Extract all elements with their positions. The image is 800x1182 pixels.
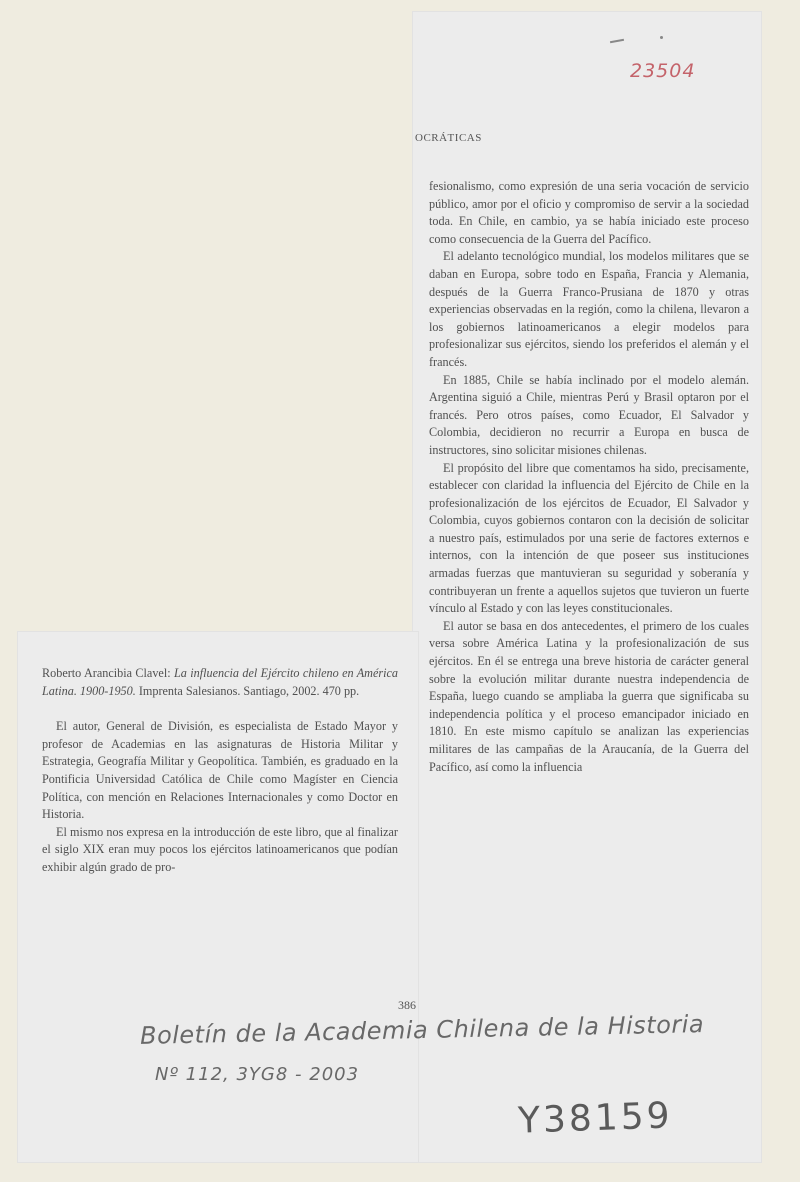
paragraph: En 1885, Chile se había inclinado por el modelo alemán. Argentina siguió a Chile, mientras Perú y Brasil optaron por el francés. Pero otros países, como Ecuador, El Salvador y Colombia, decidieron no recurrir a Europa en busca de instructores, sino solicitar misiones chilenas.	[429, 372, 749, 457]
pen-dot	[660, 36, 663, 39]
handwritten-id: 23504	[630, 60, 696, 82]
handwritten-catalog-code: Y38159	[517, 1095, 674, 1142]
running-header: OCRÁTICAS	[415, 132, 482, 144]
paragraph: El adelanto tecnológico mundial, los modelos militares que se daban en Europa, sobre todo en España, Francia y Alemania, después de la Guerra Franco-Prusiana de 1870 y otras experiencias observadas en la región, como la chilena, llevaron a los gobiernos latinoamericanos a elegir modelos para profesionalizar sus ejércitos, siendo los preferidos el alemán y el francés.	[429, 249, 749, 369]
paragraph: El mismo nos expresa en la introducción de este libro, que al finalizar el siglo XIX eran muy pocos los ejércitos latinoamericanos que podían exhibir algún grado de pro-	[42, 824, 398, 874]
book-publisher: Imprenta Salesianos. Santiago, 2002. 470 pp.	[138, 683, 360, 698]
paragraph: fesionalismo, como expresión de una seria vocación de servicio público, amor por el oficio y compromiso de servir a la sociedad toda. En Chile, en cambio, ya se había iniciado este proceso como consecuencia de la Guerra del Pacífico.	[429, 179, 749, 246]
paragraph: El autor, General de División, es especialista de Estado Mayor y profesor de Academias en las asignaturas de Historia Militar y Estrategia, Geografía Militar y Geopolítica. También, es graduado en la Pontificia Universidad Católica de Chile como Magíster en Ciencia Política, con mención en Relaciones Internacionales y como Doctor en Historia.	[42, 719, 398, 822]
paragraph: El autor se basa en dos antecedentes, el primero de los cuales versa sobre América Latina y la profesionalización de sus ejércitos. En él se entrega una breve historia de carácter general sobre la evolución militar durante nuestra independencia de España, luego cuando se ampliaba la guerra que significaba su independencia política y el proceso emancipador iniciado en 1810. En este mismo capítulo se analizan las experiencias militares de las campañas de la Araucanía, de la Guerra del Pacífico, así como la influencia	[429, 618, 749, 774]
page-number: 386	[398, 998, 416, 1012]
paragraph: El propósito del libre que comentamos ha sido, precisamente, establecer con claridad la influencia del Ejército de Chile en la profesionalización de los ejércitos de Ecuador, El Salvador y Colombia, cuyos gobiernos contaron con la decisión de solicitar a nuestro país, estimulados por una serie de factores externos e internos, con la intención de que poseer sus instituciones armadas fuerzas que mantuvieran su seguridad y soberanía y contribuyeran un frente a aquellos sujetos que tuvieron un fuerte vínculo al Estado y con las leyes constitucionales.	[429, 460, 749, 616]
book-title: La influencia del Ejército chileno en América Latina. 1900-1950.	[42, 666, 399, 698]
handwritten-source-note: Boletín de la Academia Chilena de la Historia	[139, 1010, 705, 1050]
handwritten-issue-note: Nº 112, 3YG8 - 2003	[155, 1064, 360, 1085]
book-reference	[42, 665, 398, 700]
left-text-column	[42, 665, 398, 877]
book-author: Roberto Arancibia Clavel:	[42, 666, 171, 680]
right-text-column	[429, 178, 749, 776]
